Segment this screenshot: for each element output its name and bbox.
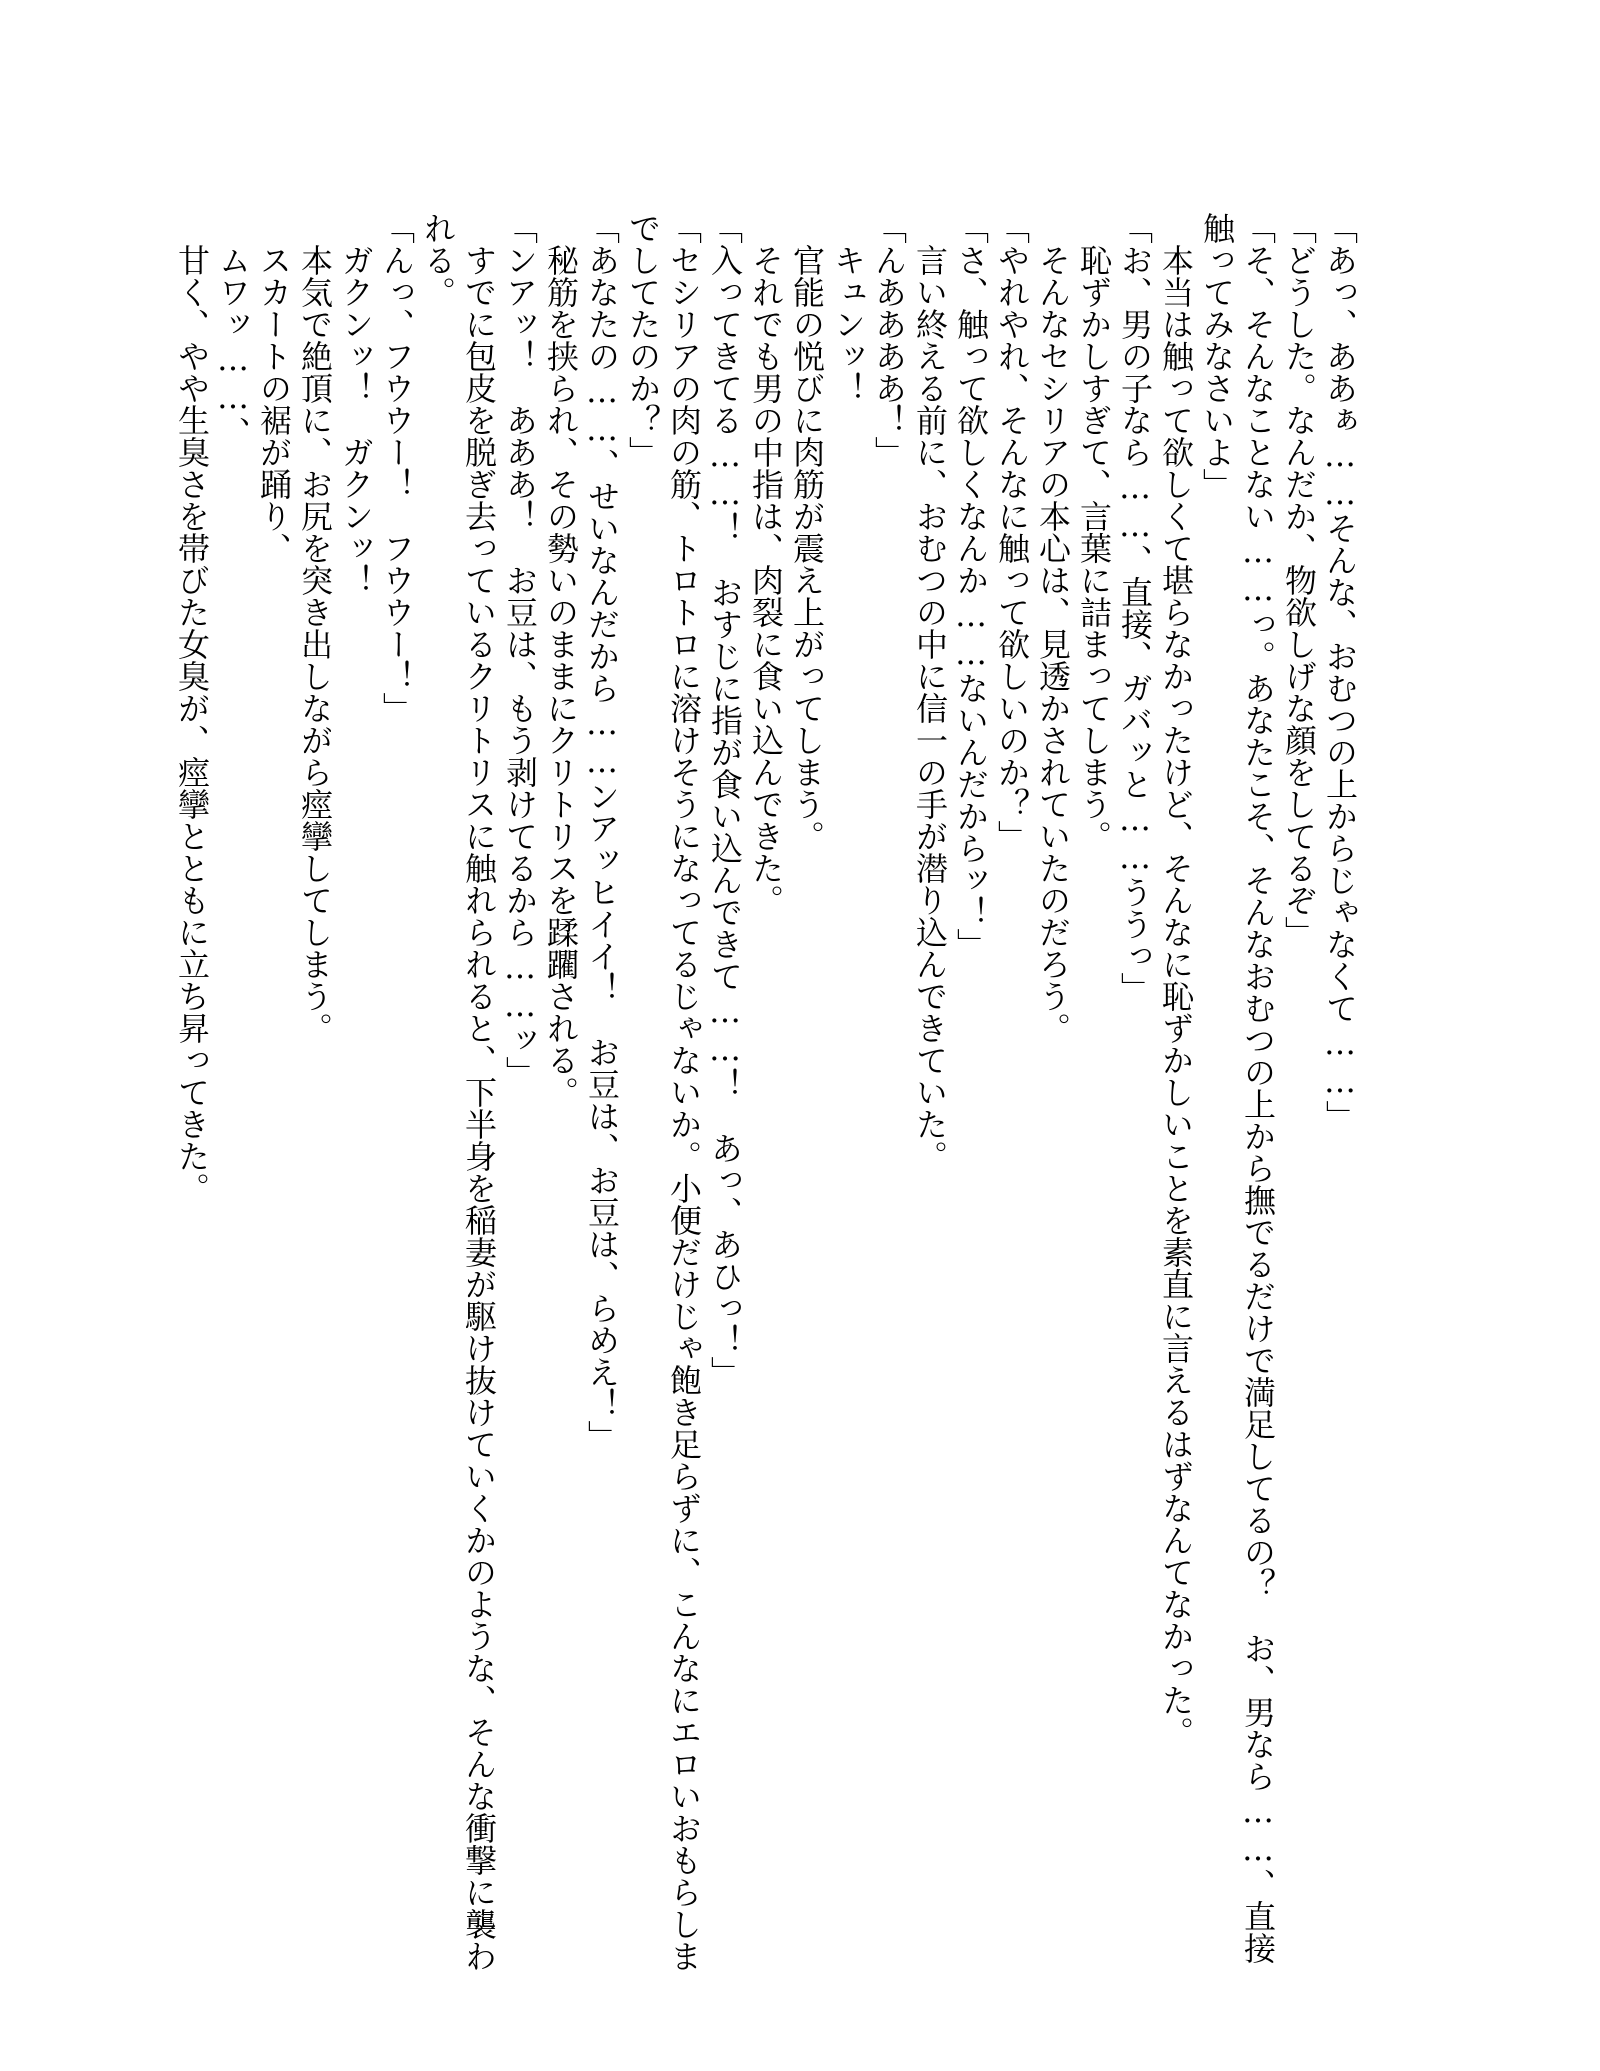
paragraph-line: 「入ってきてる……！ おすじに指が食い込んできて……！ あっ、あひっ！」 xyxy=(706,212,744,1388)
paragraph-line: 官能の悦びに肉筋が震え上がってしまう。 xyxy=(788,244,826,852)
paragraph-line: 「あなたの……、せいなんだから……ンアッヒイイ！ お豆は、お豆は、らめえ！」 xyxy=(583,212,621,1452)
paragraph-line: 「さ、触って欲しくなんか……ないんだからッ！」 xyxy=(952,212,990,960)
paragraph-line: 恥ずかしすぎて、言葉に詰まってしまう。 xyxy=(1075,244,1113,852)
paragraph-line: 「あっ、ああぁ……そんな、おむつの上からじゃなくて……」 xyxy=(1321,212,1359,1132)
paragraph-line: 「お、男の子なら……、直接、ガバッと……ううっ」 xyxy=(1116,212,1154,1004)
paragraph-line: ガクンッ！ ガクンッ！ xyxy=(337,244,375,596)
paragraph-line: そんなセシリアの本心は、見透かされていたのだろう。 xyxy=(1034,244,1072,1044)
paragraph-line: スカートの裾が踊り、 xyxy=(255,244,293,564)
paragraph-line: 「どうした。なんだか、物欲しげな顔をしてるぞ」 xyxy=(1280,212,1318,948)
paragraph-line: 「やれやれ、そんなに触って欲しいのか？」 xyxy=(993,212,1031,852)
paragraph-line: 言い終える前に、おむつの中に信一の手が潜り込んできていた。 xyxy=(911,244,949,1172)
paragraph-line: すでに包皮を脱ぎ去っているクリトリスに触れられると、下半身を稲妻が駆け抜けていくかのような、そんな衝撃に襲われる。 xyxy=(419,212,498,1972)
paragraph-line: 甘く、やや生臭さを帯びた女臭が、痙攣とともに立ち昇ってきた。 xyxy=(173,244,211,1204)
paragraph-line: 本当は触って欲しくて堪らなかったけど、そんなに恥ずかしいことを素直に言えるはずなんてなかった。 xyxy=(1157,244,1195,1748)
paragraph-line: 本気で絶頂に、お尻を突き出しながら痙攣してしまう。 xyxy=(296,244,334,1044)
paragraph-line: 秘筋を挟られ、その勢いのままにクリトリスを蹂躙される。 xyxy=(542,244,580,1108)
paragraph-line: 「ンアッ！ あああ！ お豆は、もう剥けてるから……ッ」 xyxy=(501,212,539,1088)
paragraph-line: それでも男の中指は、肉裂に食い込んできた。 xyxy=(747,244,785,916)
paragraph-line: 「セシリアの肉の筋、トロトロに溶けそうになってるじゃないか。小便だけじゃ飽き足らずに、こんなにエロいおもらしまでしてたのか？」 xyxy=(624,212,703,1972)
paragraph-line: 「んああああ！」 xyxy=(870,212,908,468)
paragraph-line: キュンッ！ xyxy=(829,244,867,404)
paragraph-line: 「そ、そんなことない……っ。あなたこそ、そんなおむつの上から撫でるだけで満足してるの？ お、男なら……、直接触ってみなさいよ」 xyxy=(1198,212,1277,1964)
paragraph-line: ムワッ……、 xyxy=(214,244,252,448)
vertical-text-block xyxy=(171,212,1360,1980)
paragraph-line: 「んっ、フウウー！ フウウー！」 xyxy=(378,212,416,724)
